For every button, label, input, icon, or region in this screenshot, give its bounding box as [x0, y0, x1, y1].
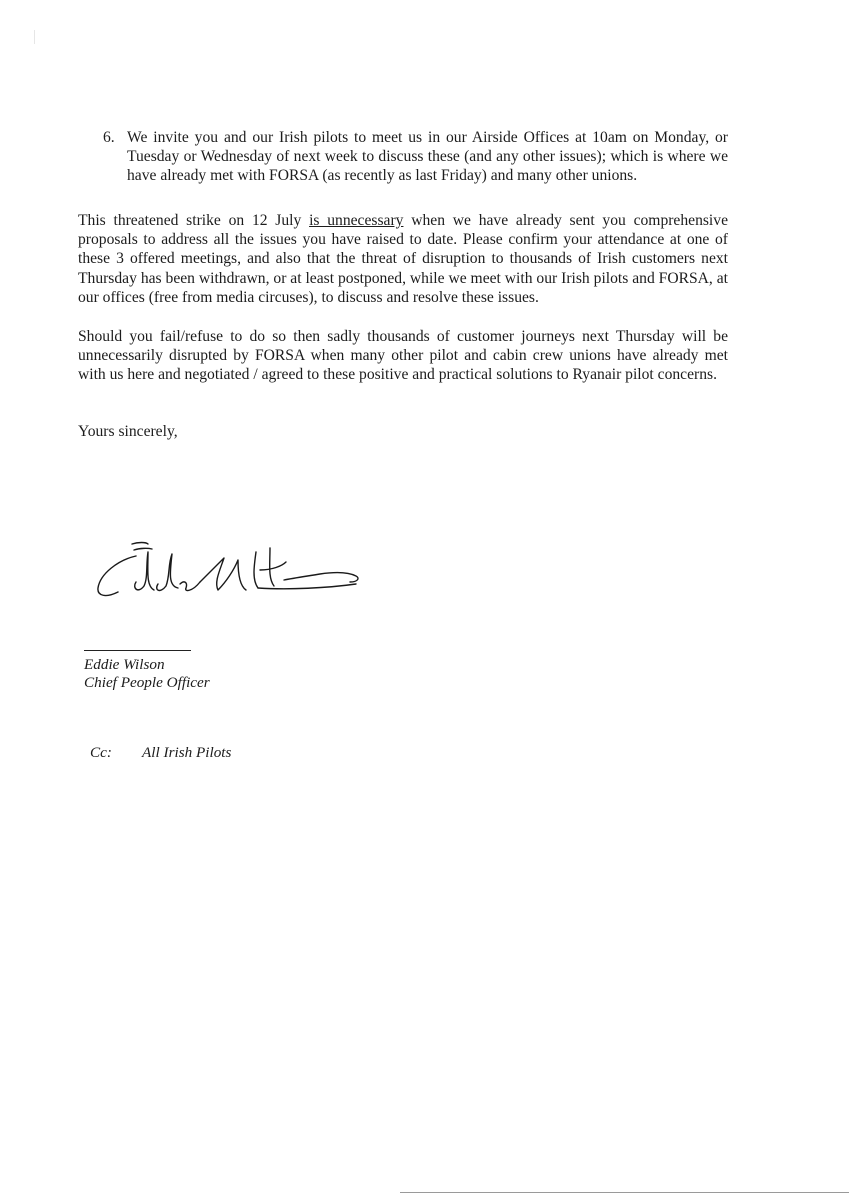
- list-item-6: [103, 128, 728, 186]
- signatory-name: Eddie Wilson: [84, 656, 165, 673]
- list-item-text: We invite you and our Irish pilots to meet us in our Airside Offices at 10am on Monday, or Tuesday or Wednesday of next week to discuss these (and any other issues); which is where we have already met with FORSA (as recently as last Friday) and many other unions.: [127, 129, 728, 185]
- scan-mark: [34, 30, 35, 44]
- signatory-title: Chief People Officer: [84, 674, 210, 691]
- paragraph-text-start: This threatened strike on 12 July: [78, 212, 310, 229]
- list-item-number: 6.: [103, 129, 115, 146]
- emphasis-unnecessary: is unnecessary: [309, 212, 404, 229]
- cc-recipients: All Irish Pilots: [142, 744, 232, 761]
- page-bottom-rule: [400, 1192, 849, 1193]
- paragraph-consequences: Should you fail/refuse to do so then sadly thousands of customer journeys next Thursday will be unnecessarily disrupted by FORSA when many other pilot and cabin crew unions have already met with us here and negotiated / agreed to these positive and practical solutions to Ryanair pilot concerns.: [78, 328, 728, 384]
- handwritten-signature: [88, 530, 388, 610]
- cc-label: Cc:: [90, 744, 112, 761]
- paragraph-text-rest: when we have already sent you comprehensive proposals to address all the issues you have raised to date. Please confirm your attendance at one of these 3 offered meetings, and also that the threat of disruption to thousands of Irish customers next Thursday has been withdrawn, or at least postponed, while we meet with our Irish pilots and FORSA, at our offices (free from media circuses), to discuss and resolve these issues.: [78, 212, 728, 306]
- closing-salutation: Yours sincerely,: [78, 423, 178, 440]
- paragraph-strike-unnecessary: [78, 211, 728, 307]
- signature-line: [84, 650, 191, 651]
